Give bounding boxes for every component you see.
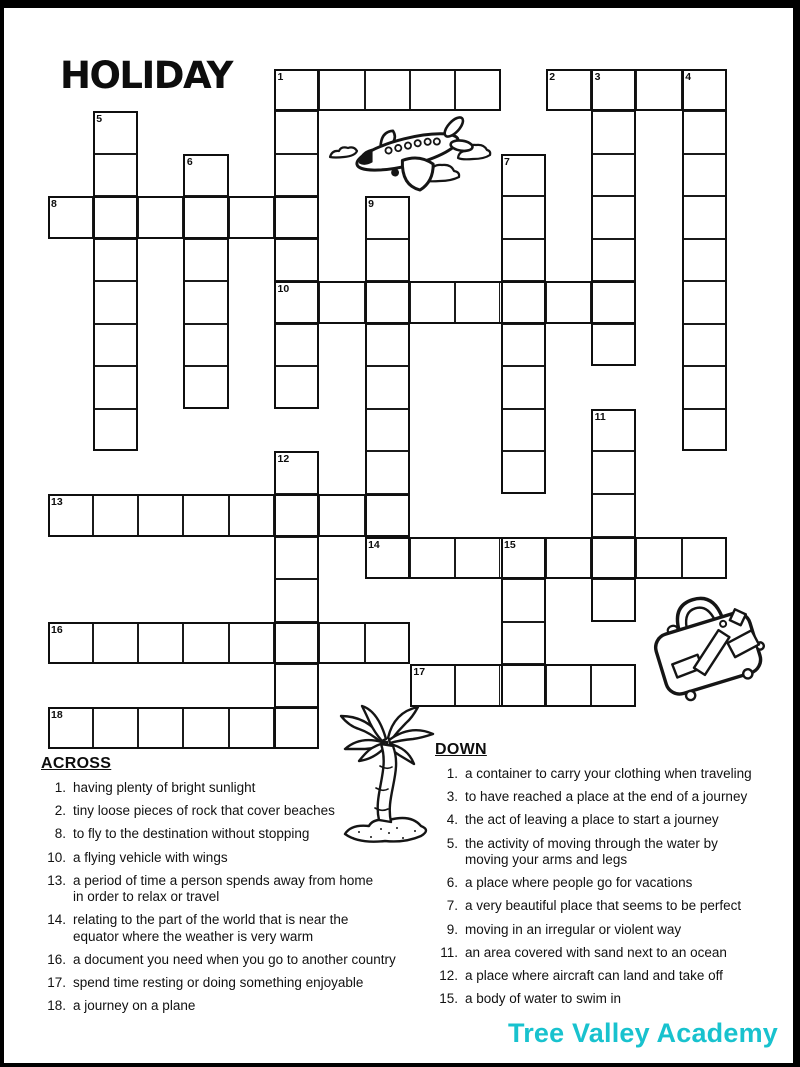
grid-cell[interactable] [682,324,727,367]
clue-number: 3. [446,789,458,805]
cell-number: 17 [413,666,426,679]
clue-number: 6. [446,875,458,891]
cell-number: 8 [51,198,57,211]
grid-cell[interactable] [319,622,364,665]
grid-cell[interactable] [93,324,138,367]
grid-cell[interactable] [93,281,138,324]
grid-cell[interactable] [591,451,636,494]
grid-cell[interactable] [591,281,636,324]
clue-number: 13. [47,872,66,888]
grid-cell[interactable] [319,494,364,537]
clue-text: an area covered with sand next to an ocean [465,944,727,960]
grid-cell[interactable] [365,239,410,282]
grid-cell[interactable] [93,196,138,239]
cell-number: 6 [186,155,193,168]
grid-cell[interactable] [274,154,319,197]
grid-cell[interactable] [501,196,546,239]
clue-number: 5. [446,835,458,851]
grid-cell[interactable] [591,537,636,580]
grid-cell[interactable] [93,366,138,409]
across-clue-8 [40,826,432,842]
down-clue-7 [434,898,794,914]
grid-cell[interactable] [501,281,546,324]
grid-cell[interactable] [501,366,546,409]
grid-cell[interactable] [365,409,410,452]
grid-cell[interactable] [410,69,455,112]
grid-cell[interactable] [455,664,500,707]
down-clues-section [434,741,794,1014]
clue-number: 15. [439,991,458,1007]
grid-cell[interactable] [682,196,727,239]
grid-cell[interactable] [501,622,546,665]
cell-number: 1 [277,70,284,83]
grid-cell[interactable] [274,111,319,154]
across-clues-section [40,755,432,1022]
cell-number: 10 [277,283,290,296]
cell-number: 12 [277,453,290,466]
grid-cell[interactable] [546,281,591,324]
clue-text: the activity of moving through the water by moving your arms and legs [465,835,718,868]
grid-cell[interactable] [682,154,727,197]
page-title: HOLIDAY [60,54,232,97]
grid-cell[interactable] [274,494,319,537]
grid-cell[interactable] [682,366,727,409]
grid-cell[interactable] [274,707,319,750]
across-clue-13 [40,873,432,906]
down-clue-15 [434,991,794,1007]
clue-text: a flying vehicle with wings [73,849,228,865]
across-clue-10 [40,850,432,866]
grid-cell[interactable] [274,196,319,239]
grid-cell[interactable] [93,494,138,537]
cloud-icon [330,147,357,157]
grid-cell[interactable] [591,239,636,282]
grid-cell[interactable] [93,707,138,750]
grid-cell[interactable] [138,707,183,750]
clue-number: 12. [439,968,458,984]
grid-cell[interactable] [455,537,500,580]
down-clue-4 [434,812,794,828]
across-clue-18 [40,998,432,1014]
grid-cell[interactable] [274,324,319,367]
clue-number: 18. [47,998,66,1014]
grid-cell[interactable] [365,324,410,367]
down-clue-9 [434,922,794,938]
down-clue-1 [434,766,794,782]
grid-cell[interactable] [455,69,500,112]
grid-cell[interactable] [682,409,727,452]
clue-number: 14. [47,912,66,928]
across-clue-1 [40,780,432,796]
grid-cell[interactable] [274,366,319,409]
grid-cell[interactable] [501,664,546,707]
down-clue-5 [434,836,794,869]
clue-number: 17. [47,975,66,991]
grid-cell[interactable] [591,154,636,197]
clue-text: moving in an irregular or violent way [465,921,682,937]
grid-cell[interactable] [183,707,228,750]
cell-number: 3 [594,70,601,83]
clue-text: the act of leaving a place to start a journey [465,812,719,828]
clue-text: a place where aircraft can land and take off [465,968,723,984]
clue-number: 16. [47,952,66,968]
grid-cell[interactable] [93,154,138,197]
grid-cell[interactable] [682,537,727,580]
down-clue-11 [434,945,794,961]
grid-cell[interactable] [546,537,591,580]
grid-cell[interactable] [319,281,364,324]
grid-cell[interactable] [365,366,410,409]
grid-cell[interactable] [410,281,455,324]
cell-number: 11 [594,410,606,423]
grid-cell[interactable] [229,494,274,537]
clue-text: having plenty of bright sunlight [73,780,256,795]
grid-cell[interactable] [636,69,681,112]
across-clue-list [40,780,432,1015]
clue-number: 10. [47,849,66,865]
grid-cell[interactable] [501,324,546,367]
grid-cell[interactable] [410,537,455,580]
clue-text: to fly to the destination without stopping [73,826,310,842]
grid-cell[interactable] [501,451,546,494]
grid-cell[interactable] [274,239,319,282]
grid-cell[interactable] [682,239,727,282]
across-clue-14 [40,912,432,945]
across-heading: ACROSS [41,755,112,772]
grid-cell[interactable] [591,579,636,622]
grid-cell[interactable] [183,239,228,282]
clue-text: to have reached a place at the end of a journey [465,789,748,805]
grid-cell[interactable] [365,451,410,494]
grid-cell[interactable] [365,69,410,112]
suitcase-icon [642,590,770,708]
clue-text: relating to the part of the world that is near the equator where the weather is very warm [73,912,349,944]
clue-number: 1. [446,766,458,781]
grid-cell[interactable] [682,281,727,324]
across-clue-17 [40,975,432,991]
cell-number: 7 [504,155,510,168]
grid-cell[interactable] [229,622,274,665]
grid-cell[interactable] [501,239,546,282]
cell-number: 15 [504,538,516,551]
grid-cell[interactable] [93,409,138,452]
down-clue-6 [434,875,794,891]
across-clue-16 [40,952,432,968]
grid-cell[interactable] [501,409,546,452]
grid-cell[interactable] [93,239,138,282]
brand-footer: Tree Valley Academy [508,1018,778,1048]
grid-cell[interactable] [138,196,183,239]
grid-cell[interactable] [591,196,636,239]
cell-number: 16 [51,623,63,636]
grid-cell[interactable] [229,707,274,750]
clue-text: tiny loose pieces of rock that cover beaches [73,803,335,819]
airplane-icon [322,110,494,196]
grid-cell[interactable] [274,537,319,580]
clue-text: spend time resting or doing something enjoyable [73,975,364,991]
cell-number: 2 [549,70,556,83]
down-clue-list [434,766,794,1008]
down-heading: DOWN [435,741,487,758]
clue-text: a very beautiful place that seems to be perfect [465,898,742,914]
clue-number: 4. [446,812,458,828]
clue-number: 1. [54,780,66,795]
grid-cell[interactable] [591,494,636,537]
grid-cell[interactable] [183,281,228,324]
clue-text: a period of time a person spends away from home in order to relax or travel [73,872,374,905]
down-clue-3 [434,789,794,805]
clue-text: a place where people go for vacations [465,875,693,891]
grid-cell[interactable] [455,281,500,324]
grid-cell[interactable] [183,196,228,239]
grid-cell[interactable] [501,579,546,622]
clue-number: 7. [446,898,458,914]
grid-cell[interactable] [546,664,591,707]
cell-number: 5 [96,113,103,126]
across-clue-2 [40,803,432,819]
cell-number: 14 [368,538,380,551]
grid-cell[interactable] [682,111,727,154]
clue-text: a journey on a plane [73,998,196,1014]
grid-cell[interactable] [183,494,228,537]
grid-cell[interactable] [138,494,183,537]
cell-number: 18 [51,708,63,721]
grid-cell[interactable] [274,579,319,622]
grid-cell[interactable] [229,196,274,239]
clue-text: a body of water to swim in [465,991,622,1007]
grid-cell[interactable] [319,69,364,112]
clue-text: a document you need when you go to another country [73,952,396,968]
grid-cell[interactable] [365,622,410,665]
grid-cell[interactable] [138,622,183,665]
grid-cell[interactable] [591,111,636,154]
clue-text: a container to carry your clothing when traveling [465,766,752,781]
grid-cell[interactable] [274,622,319,665]
down-clue-12 [434,968,794,984]
clue-number: 11. [440,944,458,960]
clue-number: 9. [446,921,458,937]
grid-cell[interactable] [183,366,228,409]
grid-cell[interactable] [636,537,681,580]
clue-number: 8. [54,826,66,842]
cell-number: 13 [51,496,63,508]
grid-cell[interactable] [591,324,636,367]
grid-cell[interactable] [365,494,410,537]
grid-cell[interactable] [183,324,228,367]
grid-cell[interactable] [274,664,319,707]
grid-cell[interactable] [93,622,138,665]
cell-number: 4 [685,70,692,83]
grid-cell[interactable] [183,622,228,665]
grid-cell[interactable] [365,281,410,324]
grid-cell[interactable] [591,664,636,707]
clue-number: 2. [54,803,66,819]
cell-number: 9 [368,198,374,211]
